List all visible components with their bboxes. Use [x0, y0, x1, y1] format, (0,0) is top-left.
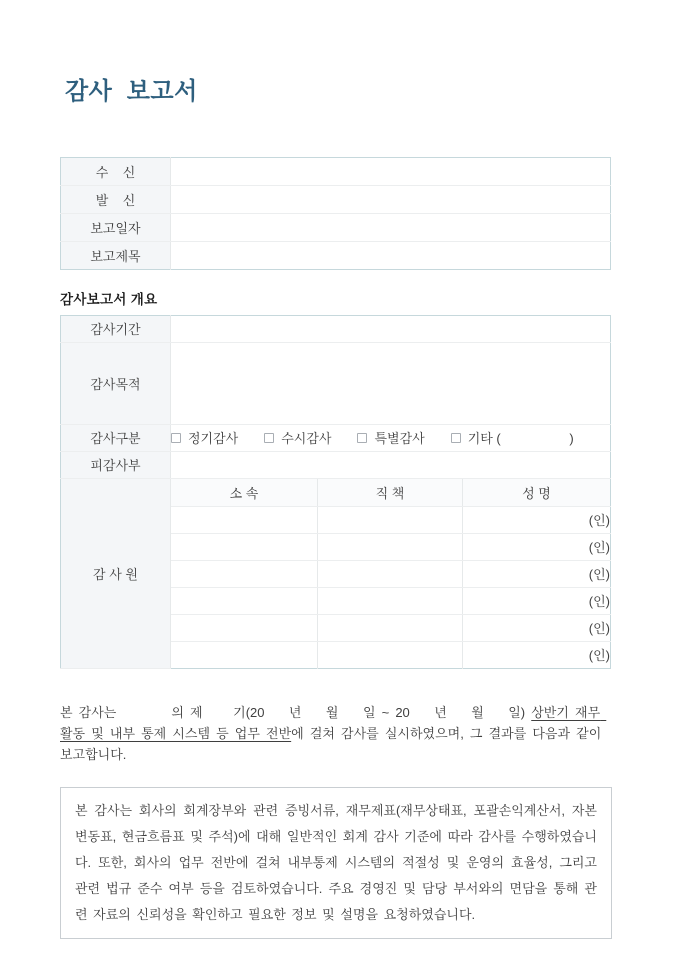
column-header-name: 성 명: [463, 478, 611, 506]
auditors-label: 감 사 원: [61, 478, 171, 668]
report-title-label: 보고제목: [61, 241, 171, 269]
table-row: [61, 342, 611, 424]
table-row: [61, 157, 611, 185]
audit-period-label: 감사기간: [61, 315, 171, 342]
name-seal-field[interactable]: (인): [463, 587, 611, 614]
audit-period-field[interactable]: [171, 315, 611, 342]
audit-summary-text: 본 감사는 회사의 회계장부와 관련 증빙서류, 재무제표(재무상태표, 포괄손익계산서, 자본변동표, 현금흐름표 및 주석)에 대해 일반적인 회계 감사 기준에 따라 감사를 수행하였습니다. 또한, 회사의 업무 전반에 걸쳐 내부통제 시스템의 적절성 및 운영의 효율성, 그리고 관련 법규 준수 여부 등을 검토하였습니다. 주요 경영진 및 담당 부서와의 면담을 통해 관련 자료의 신뢰성을 확인하고 필요한 정보 및 설명을 요청하였습니다.: [75, 802, 597, 922]
name-seal-field[interactable]: (인): [463, 533, 611, 560]
table-row: [61, 315, 611, 342]
table-row: [61, 241, 611, 269]
audit-overview-table: [60, 315, 611, 669]
audited-dept-label: 피감사부: [61, 451, 171, 478]
affiliation-field[interactable]: [171, 560, 318, 587]
table-row: [61, 451, 611, 478]
position-field[interactable]: [318, 506, 463, 533]
sender-field[interactable]: [171, 185, 611, 213]
statement-before: 본 감사는 의 제 기(20 년 월 일 ~ 20 년 월 일): [60, 704, 532, 720]
audit-purpose-label: 감사목적: [61, 342, 171, 424]
column-header-position: 직 책: [318, 478, 463, 506]
position-field[interactable]: [318, 614, 463, 641]
table-row: [61, 424, 611, 451]
audit-type-option-occasional: [264, 428, 331, 447]
name-seal-field[interactable]: (인): [463, 641, 611, 668]
position-field[interactable]: [318, 533, 463, 560]
audit-type-option-special: [357, 428, 424, 447]
checkbox-icon[interactable]: [264, 433, 274, 443]
recipient-label: 수 신: [61, 157, 171, 185]
report-header-table: [60, 157, 611, 270]
page-title: 감사 보고서: [65, 78, 198, 105]
table-row: [61, 213, 611, 241]
audit-purpose-field[interactable]: [171, 342, 611, 424]
recipient-field[interactable]: [171, 157, 611, 185]
checkbox-label: 수시감사: [281, 431, 332, 447]
checkbox-label: 기타 ( ): [467, 431, 574, 447]
report-date-label: 보고일자: [61, 213, 171, 241]
checkbox-icon[interactable]: [451, 433, 461, 443]
sender-label: 발 신: [61, 185, 171, 213]
checkbox-label: 정기감사: [188, 431, 239, 447]
name-seal-field[interactable]: (인): [463, 614, 611, 641]
auditor-table-header-row: [61, 478, 611, 506]
affiliation-field[interactable]: [171, 614, 318, 641]
affiliation-field[interactable]: [171, 641, 318, 668]
position-field[interactable]: [318, 587, 463, 614]
audit-type-option-regular: [171, 428, 238, 447]
audited-dept-field[interactable]: [171, 451, 611, 478]
affiliation-field[interactable]: [171, 533, 318, 560]
audit-type-option-other: [451, 428, 574, 447]
audit-type-options: [171, 424, 611, 451]
affiliation-field[interactable]: [171, 506, 318, 533]
report-date-field[interactable]: [171, 213, 611, 241]
report-title-field[interactable]: [171, 241, 611, 269]
name-seal-field[interactable]: (인): [463, 560, 611, 587]
audit-summary-box: [60, 787, 612, 939]
position-field[interactable]: [318, 560, 463, 587]
audit-type-label: 감사구분: [61, 424, 171, 451]
table-row: [61, 185, 611, 213]
checkbox-icon[interactable]: [357, 433, 367, 443]
column-header-affiliation: 소 속: [171, 478, 318, 506]
name-seal-field[interactable]: (인): [463, 506, 611, 533]
position-field[interactable]: [318, 641, 463, 668]
statement-after: 에 걸쳐 감사를 실시하였으며, 그 결과를 다음과 같이 보고합니다.: [60, 725, 608, 762]
report-statement: [60, 702, 614, 765]
statement-underlined: 상반기 재무 활동 및 내부 통제 시스템 등 업무 전반: [60, 704, 607, 741]
checkbox-label: 특별감사: [374, 431, 425, 447]
overview-section-heading: 감사보고서 개요: [60, 291, 158, 307]
affiliation-field[interactable]: [171, 587, 318, 614]
checkbox-icon[interactable]: [171, 433, 181, 443]
